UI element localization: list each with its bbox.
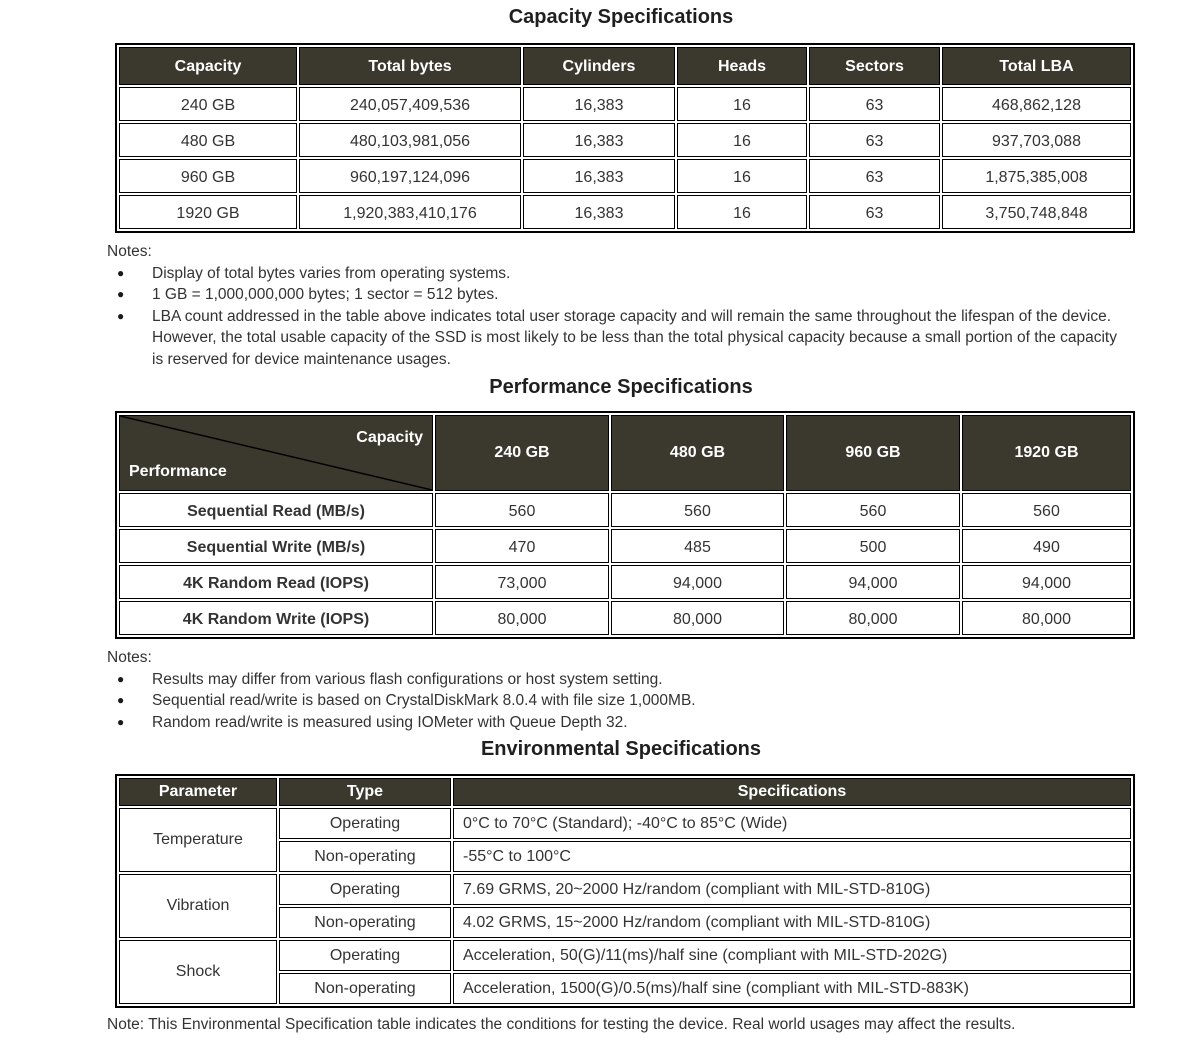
capacity-header-row xyxy=(119,47,1131,85)
param-vibration: Vibration xyxy=(119,874,277,938)
list-item xyxy=(107,306,1117,371)
table-row xyxy=(119,529,1131,563)
cell-value: 560 xyxy=(786,493,960,527)
env-col-header-specifications: Specifications xyxy=(453,778,1131,806)
cell-type: Non-operating xyxy=(279,973,451,1004)
cell-heads: 16 xyxy=(677,123,807,157)
note-text: 1 GB = 1,000,000,000 bytes; 1 sector = 512 bytes. xyxy=(152,286,499,303)
cell-spec: -55°C to 100°C xyxy=(453,841,1131,872)
cell-total-bytes: 960,197,124,096 xyxy=(299,159,521,193)
table-row xyxy=(119,159,1131,193)
table-row xyxy=(119,940,1131,971)
cell-total-lba: 937,703,088 xyxy=(942,123,1131,157)
note-text: Sequential read/write is based on CrystalDiskMark 8.0.4 with file size 1,000MB. xyxy=(152,692,696,709)
cell-sectors: 63 xyxy=(809,195,940,229)
table-row xyxy=(119,874,1131,905)
list-item xyxy=(107,712,1117,734)
note-text: Results may differ from various flash configurations or host system setting. xyxy=(152,670,663,688)
table-row xyxy=(119,565,1131,599)
list-item xyxy=(107,669,1117,691)
cell-value: 80,000 xyxy=(786,601,960,635)
environmental-header-row xyxy=(119,778,1131,806)
cell-spec: Acceleration, 50(G)/11(ms)/half sine (compliant with MIL-STD-202G) xyxy=(453,940,1131,971)
capacity-col-header-capacity: Capacity xyxy=(119,47,297,85)
cell-total-bytes: 240,057,409,536 xyxy=(299,87,521,121)
env-col-header-parameter: Parameter xyxy=(119,778,277,806)
cell-capacity: 480 GB xyxy=(119,123,297,157)
cell-value: 94,000 xyxy=(962,565,1131,599)
performance-col-header-960gb: 960 GB xyxy=(786,415,960,491)
bullet-icon: ● xyxy=(117,671,125,686)
performance-col-header-1920gb: 1920 GB xyxy=(962,415,1131,491)
table-row xyxy=(119,601,1131,635)
row-label-4k-random-write: 4K Random Write (IOPS) xyxy=(119,601,433,635)
cell-spec: Acceleration, 1500(G)/0.5(ms)/half sine (compliant with MIL-STD-883K) xyxy=(453,973,1131,1004)
bullet-icon: ● xyxy=(117,308,125,323)
param-temperature: Temperature xyxy=(119,808,277,872)
cell-value: 560 xyxy=(611,493,784,527)
capacity-notes xyxy=(107,241,1200,370)
bullet-icon: ● xyxy=(117,714,125,729)
cell-capacity: 240 GB xyxy=(119,87,297,121)
capacity-table xyxy=(115,43,1135,233)
cell-heads: 16 xyxy=(677,159,807,193)
cell-spec: 0°C to 70°C (Standard); -40°C to 85°C (Wide) xyxy=(453,808,1131,839)
environmental-note: Note: This Environmental Specification table indicates the conditions for testing the device. Real world usages may affect the results. xyxy=(107,1016,1016,1033)
row-label-sequential-read: Sequential Read (MB/s) xyxy=(119,493,433,527)
note-text: Random read/write is measured using IOMeter with Queue Depth 32. xyxy=(152,713,628,731)
cell-type: Non-operating xyxy=(279,841,451,872)
corner-performance-label: Performance xyxy=(129,463,227,480)
capacity-section-title: Capacity Specifications xyxy=(508,6,734,28)
capacity-col-header-heads: Heads xyxy=(677,47,807,85)
table-row xyxy=(119,493,1131,527)
cell-heads: 16 xyxy=(677,195,807,229)
performance-header-row xyxy=(119,415,1131,491)
cell-type: Operating xyxy=(279,808,451,839)
cell-value: 490 xyxy=(962,529,1131,563)
cell-value: 485 xyxy=(611,529,784,563)
row-label-sequential-write: Sequential Write (MB/s) xyxy=(119,529,433,563)
performance-section-title: Performance Specifications xyxy=(489,376,753,398)
capacity-col-header-total-lba: Total LBA xyxy=(942,47,1131,85)
cell-sectors: 63 xyxy=(809,159,940,193)
notes-label: Notes: xyxy=(107,243,152,260)
table-row xyxy=(119,87,1131,121)
param-shock: Shock xyxy=(119,940,277,1004)
environmental-table xyxy=(115,774,1135,1008)
list-item xyxy=(107,263,1117,285)
list-item xyxy=(107,284,1117,306)
cell-type: Operating xyxy=(279,874,451,905)
cell-value: 80,000 xyxy=(435,601,609,635)
cell-value: 80,000 xyxy=(611,601,784,635)
cell-value: 500 xyxy=(786,529,960,563)
table-row xyxy=(119,123,1131,157)
cell-capacity: 960 GB xyxy=(119,159,297,193)
corner-cell xyxy=(119,415,433,491)
row-label-4k-random-read: 4K Random Read (IOPS) xyxy=(119,565,433,599)
cell-spec: 7.69 GRMS, 20~2000 Hz/random (compliant with MIL-STD-810G) xyxy=(453,874,1131,905)
performance-col-header-240gb: 240 GB xyxy=(435,415,609,491)
cell-value: 94,000 xyxy=(786,565,960,599)
cell-type: Operating xyxy=(279,940,451,971)
cell-cylinders: 16,383 xyxy=(523,123,675,157)
corner-capacity-label: Capacity xyxy=(356,429,423,446)
cell-total-lba: 3,750,748,848 xyxy=(942,195,1131,229)
env-col-header-type: Type xyxy=(279,778,451,806)
cell-value: 80,000 xyxy=(962,601,1131,635)
capacity-col-header-sectors: Sectors xyxy=(809,47,940,85)
cell-sectors: 63 xyxy=(809,87,940,121)
performance-notes xyxy=(107,647,1200,733)
cell-total-bytes: 1,920,383,410,176 xyxy=(299,195,521,229)
note-text: LBA count addressed in the table above indicates total user storage capacity and will remain the same throughout the lifespan of the device. However, the total usable capacity of the SSD is most likely to be less than the total physical capacity because a small portion of the capacity is reserved for device maintenance usages. xyxy=(152,307,1117,368)
bullet-icon: ● xyxy=(117,693,125,707)
capacity-col-header-total-bytes: Total bytes xyxy=(299,47,521,85)
cell-heads: 16 xyxy=(677,87,807,121)
note-text: Display of total bytes varies from operating systems. xyxy=(152,264,511,282)
cell-sectors: 63 xyxy=(809,123,940,157)
cell-type: Non-operating xyxy=(279,907,451,938)
performance-col-header-480gb: 480 GB xyxy=(611,415,784,491)
table-row xyxy=(119,195,1131,229)
cell-value: 73,000 xyxy=(435,565,609,599)
performance-table xyxy=(115,411,1135,639)
capacity-col-header-cylinders: Cylinders xyxy=(523,47,675,85)
cell-capacity: 1920 GB xyxy=(119,195,297,229)
cell-value: 470 xyxy=(435,529,609,563)
cell-cylinders: 16,383 xyxy=(523,195,675,229)
cell-cylinders: 16,383 xyxy=(523,87,675,121)
cell-cylinders: 16,383 xyxy=(523,159,675,193)
cell-spec: 4.02 GRMS, 15~2000 Hz/random (compliant with MIL-STD-810G) xyxy=(453,907,1131,938)
cell-total-lba: 1,875,385,008 xyxy=(942,159,1131,193)
table-row xyxy=(119,808,1131,839)
bullet-icon: ● xyxy=(117,265,125,280)
cell-value: 560 xyxy=(962,493,1131,527)
notes-label: Notes: xyxy=(107,649,152,666)
environmental-section-title: Environmental Specifications xyxy=(480,738,762,760)
bullet-icon: ● xyxy=(117,287,125,301)
cell-total-bytes: 480,103,981,056 xyxy=(299,123,521,157)
cell-value: 94,000 xyxy=(611,565,784,599)
cell-value: 560 xyxy=(435,493,609,527)
list-item xyxy=(107,690,1117,712)
cell-total-lba: 468,862,128 xyxy=(942,87,1131,121)
